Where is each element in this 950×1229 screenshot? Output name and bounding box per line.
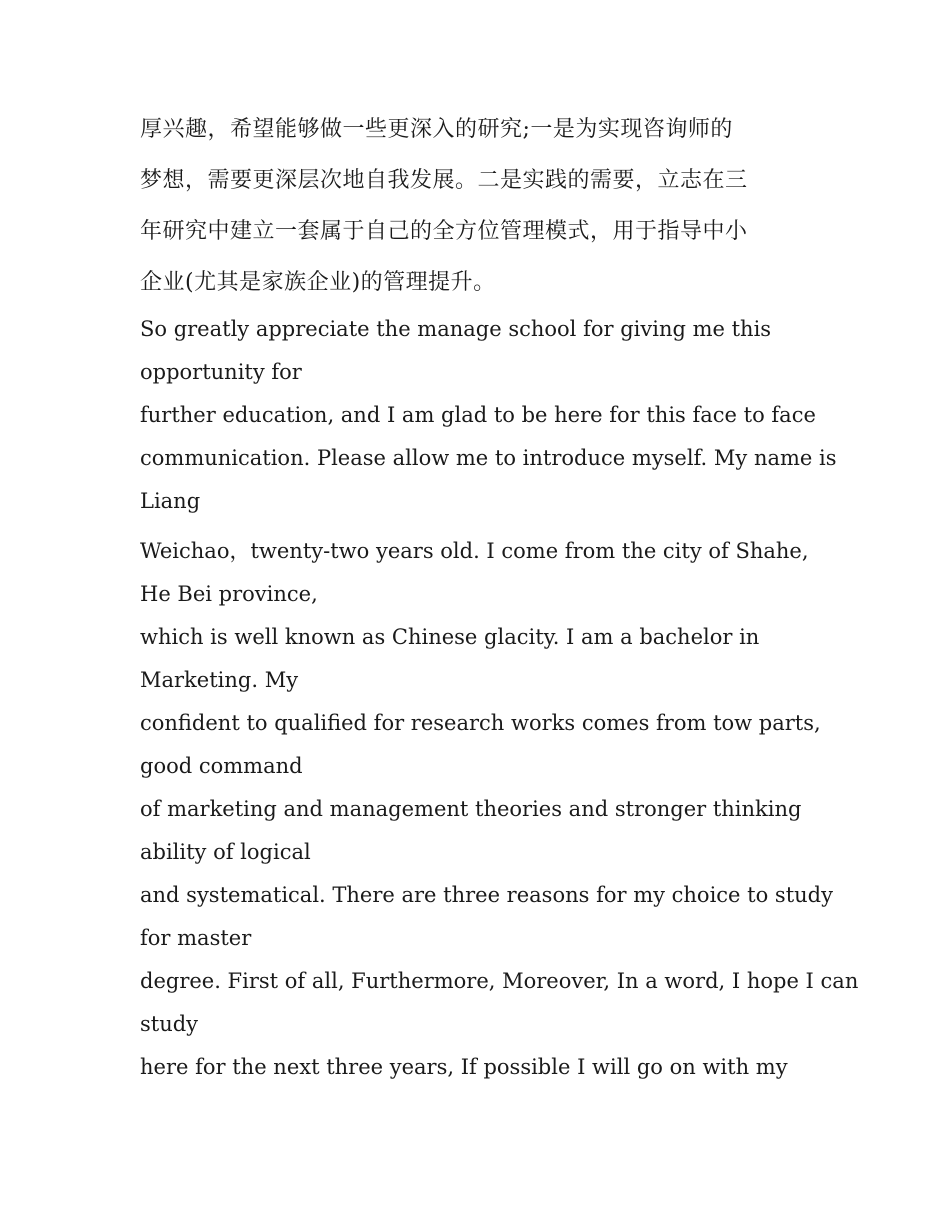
document-body xyxy=(140,104,859,1089)
english-text-line: study xyxy=(140,1012,199,1036)
english-text-line: Marketing. My xyxy=(140,668,299,692)
chinese-text-line: 企业(尤其是家族企业)的管理提升。 xyxy=(140,270,496,295)
english-text-line: Weichao，twenty-two years old. I come from the city of Shahe, xyxy=(140,539,809,563)
english-text-line: confident to qualified for research works comes from tow parts, xyxy=(140,711,821,735)
english-text-line: of marketing and management theories and stronger thinking xyxy=(140,797,802,821)
chinese-text-line: 年研究中建立一套属于自己的全方位管理模式，用于指导中小 xyxy=(140,219,748,244)
english-text-line: here for the next three years, If possible I will go on with my xyxy=(140,1055,788,1079)
english-text-line: Liang xyxy=(140,489,201,513)
english-text-line: for master xyxy=(140,926,252,950)
english-text-line: So greatly appreciate the manage school for giving me this xyxy=(140,317,772,341)
english-text-line: He Bei province, xyxy=(140,582,318,606)
english-text-line: good command xyxy=(140,754,303,778)
chinese-text-line: 梦想，需要更深层次地自我发展。二是实践的需要，立志在三 xyxy=(140,168,748,193)
english-text-line: communication. Please allow me to introduce myself. My name is xyxy=(140,446,837,470)
english-text-line: ability of logical xyxy=(140,840,311,864)
chinese-text-line: 厚兴趣，希望能够做一些更深入的研究;一是为实现咨询师的 xyxy=(140,117,733,142)
english-text-line: further education, and I am glad to be here for this face to face xyxy=(140,403,816,427)
english-text-line: which is well known as Chinese glacity. I am a bachelor in xyxy=(140,625,760,649)
english-text-line: and systematical. There are three reasons for my choice to study xyxy=(140,883,833,907)
english-text-line: opportunity for xyxy=(140,360,302,384)
english-text-line: degree. First of all, Furthermore, Moreover, In a word, I hope I can xyxy=(140,969,859,993)
